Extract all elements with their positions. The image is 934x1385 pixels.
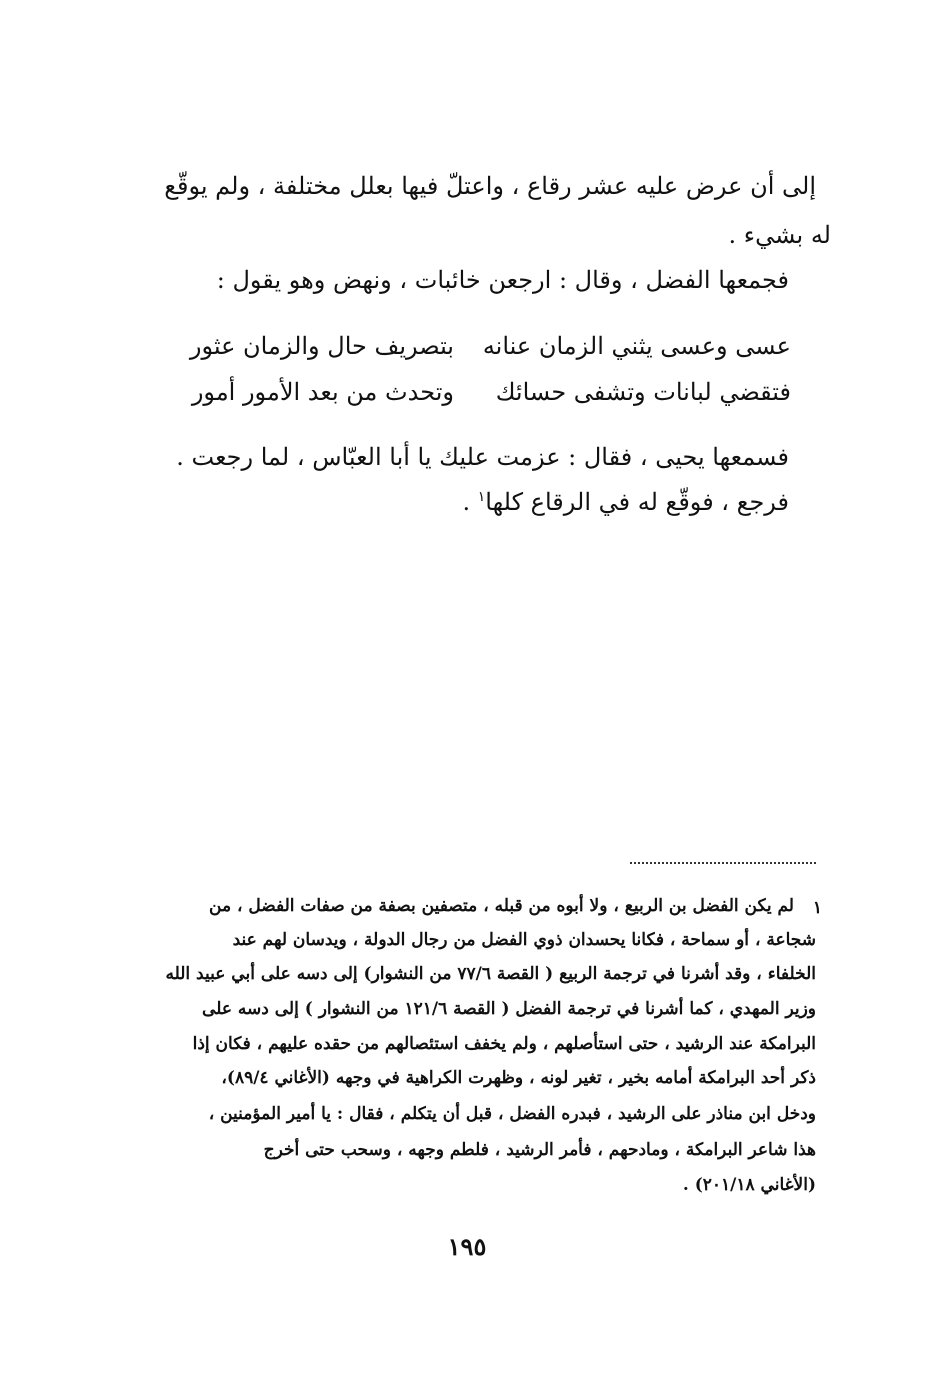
footnote-separator xyxy=(630,862,816,864)
footnote-line: ودخل ابن مناذر على الرشيد ، فبدره الفضل ، قبل أن يتكلم ، فقال : يا أمير المؤمنين ، xyxy=(208,1104,816,1124)
footnote-line: لم يكن الفضل بن الربيع ، ولا أبوه من قبله ، متصفين بصفة من صفات الفضل ، من xyxy=(209,896,794,916)
footnote-line: هذا شاعر البرامكة ، ومادحهم ، فأمر الرشيد ، فلطم وجهه ، وسحب حتى أخرج xyxy=(263,1140,816,1160)
body-line-3: فجمعها الفضل ، وقال : ارجعن خائبات ، ونهض وهو يقول : xyxy=(216,266,789,294)
footnote-number: ١ xyxy=(812,898,822,918)
body-line-4: فسمعها يحيى ، فقال : عزمت عليك يا أبا العبّاس ، لما رجعت . xyxy=(176,443,789,471)
body-line-5 xyxy=(463,488,790,516)
footnote-line: البرامكة عند الرشيد ، حتى استأصلهم ، ولم يخفف استئصالهم من حقده عليهم ، فكان إذا xyxy=(192,1034,816,1054)
footnote-line: وزير المهدي ، كما أشرنا في ترجمة الفضل ( القصة ١٢١/٦ من النشوار ) إلى دسه على xyxy=(202,999,816,1019)
verse-1-first-hemistich: عسى وعسى يثني الزمان عنانه xyxy=(482,332,791,360)
body-line-5-text: فرجع ، فوقّع له في الرقاع كلها xyxy=(485,488,789,516)
body-line-2: له بشيء . xyxy=(728,221,831,249)
footnote-line: (الأغاني ٢٠١/١٨) . xyxy=(682,1175,816,1195)
body-line-5-end: . xyxy=(462,488,478,516)
footnote-line: الخلفاء ، وقد أشرنا في ترجمة الربيع ( القصة ٧٧/٦ من النشوار) إلى دسه على أبي عبيد الله xyxy=(165,964,816,984)
footnote-line: ذكر أحد البرامكة أمامه بخير ، تغير لونه ، وظهرت الكراهية في وجهه (الأغاني ٨٩/٤)، xyxy=(221,1068,816,1088)
page-number: ١٩٥ xyxy=(447,1232,487,1261)
verse-2-first-hemistich: فتقضي لبانات وتشفى حسائك xyxy=(495,378,791,406)
body-line-1: إلى أن عرض عليه عشر رقاع ، واعتلّ فيها بعلل مختلفة ، ولم يوقّع xyxy=(164,172,816,200)
verse-1-second-hemistich: بتصريف حال والزمان عثور xyxy=(189,332,454,360)
footnote-reference: ١ xyxy=(477,489,486,505)
verse-2-second-hemistich: وتحدث من بعد الأمور أمور xyxy=(191,378,454,406)
footnote-line: شجاعة ، أو سماحة ، فكانا يحسدان ذوي الفضل من رجال الدولة ، ويدسان لهم عند xyxy=(232,930,816,950)
